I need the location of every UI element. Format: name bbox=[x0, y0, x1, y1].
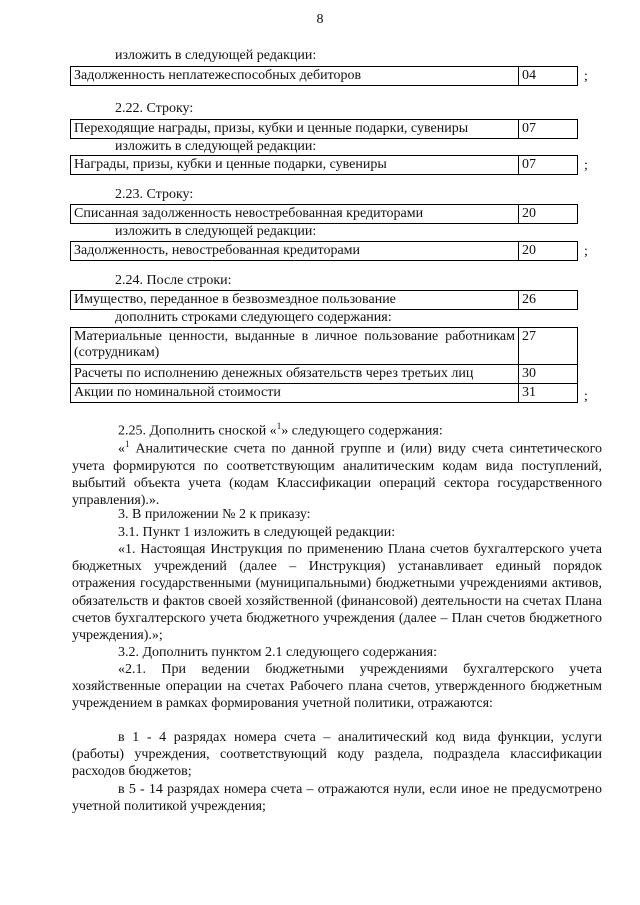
row-name: Списанная задолженность невостребованная кредиторами bbox=[71, 205, 519, 224]
table-row bbox=[71, 291, 578, 310]
paragraph-3-1: 3.1. Пункт 1 изложить в следующей редакции: bbox=[118, 525, 396, 540]
account-table bbox=[70, 66, 578, 86]
table-row bbox=[71, 365, 578, 384]
paragraph-3-1-text: «1. Настоящая Инструкция по применению Плана счетов бухгалтерского учета бюджетных учреждений (далее – Инструкция) устанавливает единый порядок отражения государственными (муниципальными) бюджетными учреждениями активов, обязательств и фактов своей хозяйственной (финансовой) деятельности на счетах Плана счетов бухгалтерского учета бюджетного учреждения (далее – План счетов бюджетного учреждения).»; bbox=[72, 542, 602, 644]
account-table bbox=[70, 241, 578, 261]
paragraph-3-2-item-b: в 5 - 14 разрядах номера счета – отражаются нули, если иное не предусмотрено учетной политикой учреждения; bbox=[72, 782, 602, 815]
footnote-mark: 1 bbox=[125, 439, 130, 449]
paragraph-3-2: 3.2. Дополнить пунктом 2.1 следующего содержания: bbox=[118, 645, 438, 660]
table-row bbox=[71, 120, 578, 139]
table-row bbox=[71, 384, 578, 403]
text-part: 2.25. Дополнить сноской « bbox=[118, 423, 277, 439]
section-heading: 2.23. Строку: bbox=[115, 187, 194, 202]
row-name: Имущество, переданное в безвозмездное пользование bbox=[71, 291, 519, 310]
semicolon: ; bbox=[584, 244, 588, 259]
section-heading: 2.24. После строки: bbox=[115, 273, 232, 288]
row-code: 31 bbox=[519, 384, 578, 403]
page-number: 8 bbox=[316, 12, 324, 27]
text-part: Аналитические счета по данной группе и (или) виду счета синтетического учета формируются по соответствующим аналитическим кодам вида поступлений, выбытий объекта учета (кодам Классификации операций сектора государственного управления).». bbox=[72, 441, 602, 509]
row-code: 27 bbox=[519, 328, 578, 365]
semicolon: ; bbox=[584, 158, 588, 173]
table-row bbox=[71, 67, 578, 86]
row-name: Награды, призы, кубки и ценные подарки, сувениры bbox=[71, 156, 519, 175]
paragraph-3-2-item-a: в 1 - 4 разрядах номера счета – аналитический код вида функции, услуги (работы) учреждения, соответствующий коду раздела, подраздела классификации расходов бюджетов; bbox=[72, 730, 602, 780]
account-table bbox=[70, 204, 578, 224]
row-code: 20 bbox=[519, 205, 578, 224]
table-row bbox=[71, 242, 578, 261]
paragraph-3-2-text: «2.1. При ведении бюджетными учреждениями бухгалтерского учета хозяйственные операции на счетах Рабочего плана счетов, утвержденного бюджетным учреждением в рамках формирования учетной политики, отражаются: bbox=[72, 662, 602, 712]
row-code: 26 bbox=[519, 291, 578, 310]
row-code: 07 bbox=[519, 156, 578, 175]
instruction-text: изложить в следующей редакции: bbox=[115, 224, 317, 239]
instruction-text: изложить в следующей редакции: bbox=[115, 139, 317, 154]
table-row bbox=[71, 328, 578, 365]
instruction-text: изложить в следующей редакции: bbox=[115, 48, 317, 63]
row-name: Переходящие награды, призы, кубки и ценные подарки, сувениры bbox=[71, 120, 519, 139]
account-table-new-rows bbox=[70, 327, 578, 403]
account-table bbox=[70, 119, 578, 139]
text-part: « bbox=[118, 441, 125, 457]
account-table bbox=[70, 155, 578, 175]
instruction-text: дополнить строками следующего содержания: bbox=[115, 310, 392, 325]
row-name: Расчеты по исполнению денежных обязательств через третьих лиц bbox=[71, 365, 519, 384]
row-name: Задолженность неплатежеспособных дебиторов bbox=[71, 67, 519, 86]
row-code: 30 bbox=[519, 365, 578, 384]
footnote-mark: 1 bbox=[276, 421, 282, 431]
text-part: » следующего содержания: bbox=[281, 423, 443, 439]
semicolon: ; bbox=[584, 389, 588, 404]
table-row bbox=[71, 205, 578, 224]
account-table bbox=[70, 290, 578, 310]
row-code: 07 bbox=[519, 120, 578, 139]
table-row bbox=[71, 156, 578, 175]
row-name: Материальные ценности, выданные в личное пользование работникам (сотрудникам) bbox=[71, 328, 519, 365]
section-heading: 2.22. Строку: bbox=[115, 101, 194, 116]
row-name: Задолженность, невостребованная кредиторами bbox=[71, 242, 519, 261]
semicolon: ; bbox=[584, 69, 588, 84]
row-name: Акции по номинальной стоимости bbox=[71, 384, 519, 403]
paragraph-3: 3. В приложении № 2 к приказу: bbox=[118, 507, 311, 522]
row-code: 20 bbox=[519, 242, 578, 261]
paragraph-footnote bbox=[72, 436, 602, 509]
row-code: 04 bbox=[519, 67, 578, 86]
